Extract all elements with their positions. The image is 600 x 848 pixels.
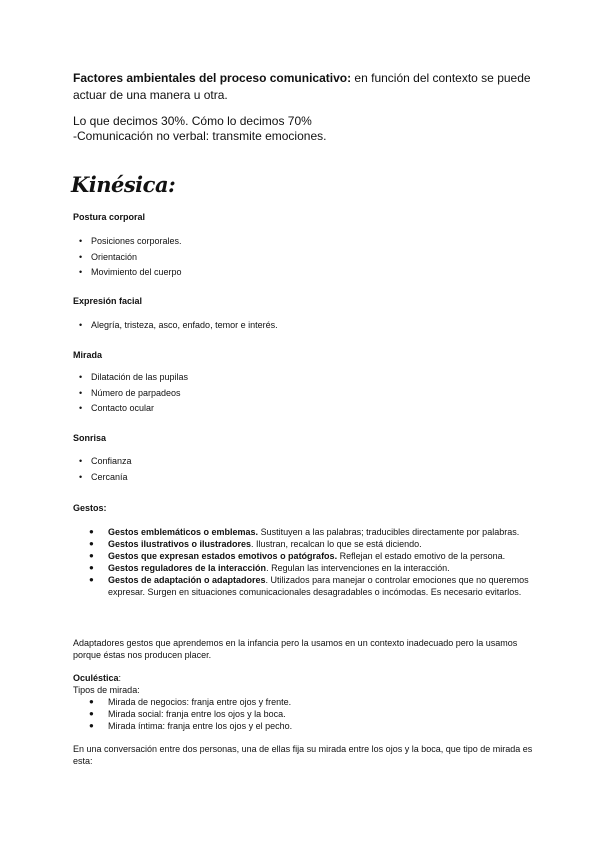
item-text: Sustituyen a las palabras; traducibles directamente por palabras.: [258, 527, 520, 537]
item-text: Reflejan el estado emotivo de la persona.: [337, 551, 506, 561]
item-bold: Gestos reguladores de la interacción: [108, 563, 267, 573]
list-item: [89, 538, 529, 550]
list-item: • Cercanía: [79, 470, 132, 486]
list-item: • Número de parpadeos: [79, 386, 188, 402]
intro-text: en función del contexto se puede actuar de una manera u otra.: [73, 71, 531, 102]
sonrisa-list: [79, 454, 132, 485]
postura-list: [79, 234, 182, 281]
adaptadores-note: Adaptadores gestos que aprendemos en la infancia pero la usamos en un contexto inadecuado pero la usamos porque éstas nos producen placer.: [73, 638, 518, 660]
item-text: . Utilizados para manejar o controlar emociones que no queremos expresar. Surgen en situaciones comunicacionales desagradables o incómodas. Es necesario evitarlos.: [108, 575, 529, 597]
oculesica-subtitle: Tipos de mirada:: [73, 685, 140, 695]
list-item: [89, 526, 529, 538]
item-text: . Regulan las intervenciones en la interacción.: [266, 563, 450, 573]
item-bold: Gestos emblemáticos o emblemas.: [108, 527, 259, 537]
percent-line: Lo que decimos 30%. Cómo lo decimos 70%: [73, 114, 312, 128]
item-bold: Gestos de adaptación o adaptadores: [108, 575, 266, 585]
list-item: [89, 562, 529, 574]
percent-lines: [73, 114, 326, 144]
list-item: ● Mirada íntima: franja entre los ojos y el pecho.: [89, 720, 292, 732]
list-item: • Alegría, tristeza, asco, enfado, temor e interés.: [79, 318, 278, 334]
list-item: • Posiciones corporales.: [79, 234, 182, 250]
mirada-list: [79, 370, 188, 417]
expresion-list: [79, 318, 278, 334]
mirada-heading: Mirada: [73, 350, 103, 360]
list-item: • Confianza: [79, 454, 132, 470]
list-item: ● Mirada social: franja entre los ojos y la boca.: [89, 708, 292, 720]
intro-paragraph: [73, 70, 543, 104]
list-item: • Dilatación de las pupilas: [79, 370, 188, 386]
postura-heading: Postura corporal: [73, 212, 146, 222]
item-bold: Gestos que expresan estados emotivos o patógrafos.: [108, 551, 338, 561]
list-item: [89, 574, 529, 598]
oculesica-title: Oculéstica: [73, 673, 119, 683]
list-item: • Contacto ocular: [79, 401, 188, 417]
list-item: [89, 550, 529, 562]
item-text: . Ilustran, recalcan lo que se está diciendo.: [251, 539, 422, 549]
oculesica-colon: :: [118, 673, 122, 683]
gestos-list: [89, 526, 529, 598]
gestos-heading: Gestos:: [73, 503, 107, 513]
oculesica-heading: [73, 672, 533, 684]
sonrisa-heading: Sonrisa: [73, 433, 107, 443]
nonverbal-line: -Comunicación no verbal: transmite emociones.: [73, 129, 327, 143]
oculesica-list: [89, 696, 292, 732]
list-item: • Movimiento del cuerpo: [79, 265, 182, 281]
item-bold: Gestos ilustrativos o ilustradores: [108, 539, 252, 549]
kinesica-title: Kinésica:: [71, 172, 176, 197]
list-item: • Orientación: [79, 250, 182, 266]
list-item: ● Mirada de negocios: franja entre ojos y frente.: [89, 696, 292, 708]
intro-bold: Factores ambientales del proceso comunicativo:: [73, 71, 352, 85]
expresion-heading: Expresión facial: [73, 296, 143, 306]
question-paragraph: En una conversación entre dos personas, una de ellas fija su mirada entre los ojos y la boca, que tipo de mirada es esta:: [73, 744, 533, 766]
